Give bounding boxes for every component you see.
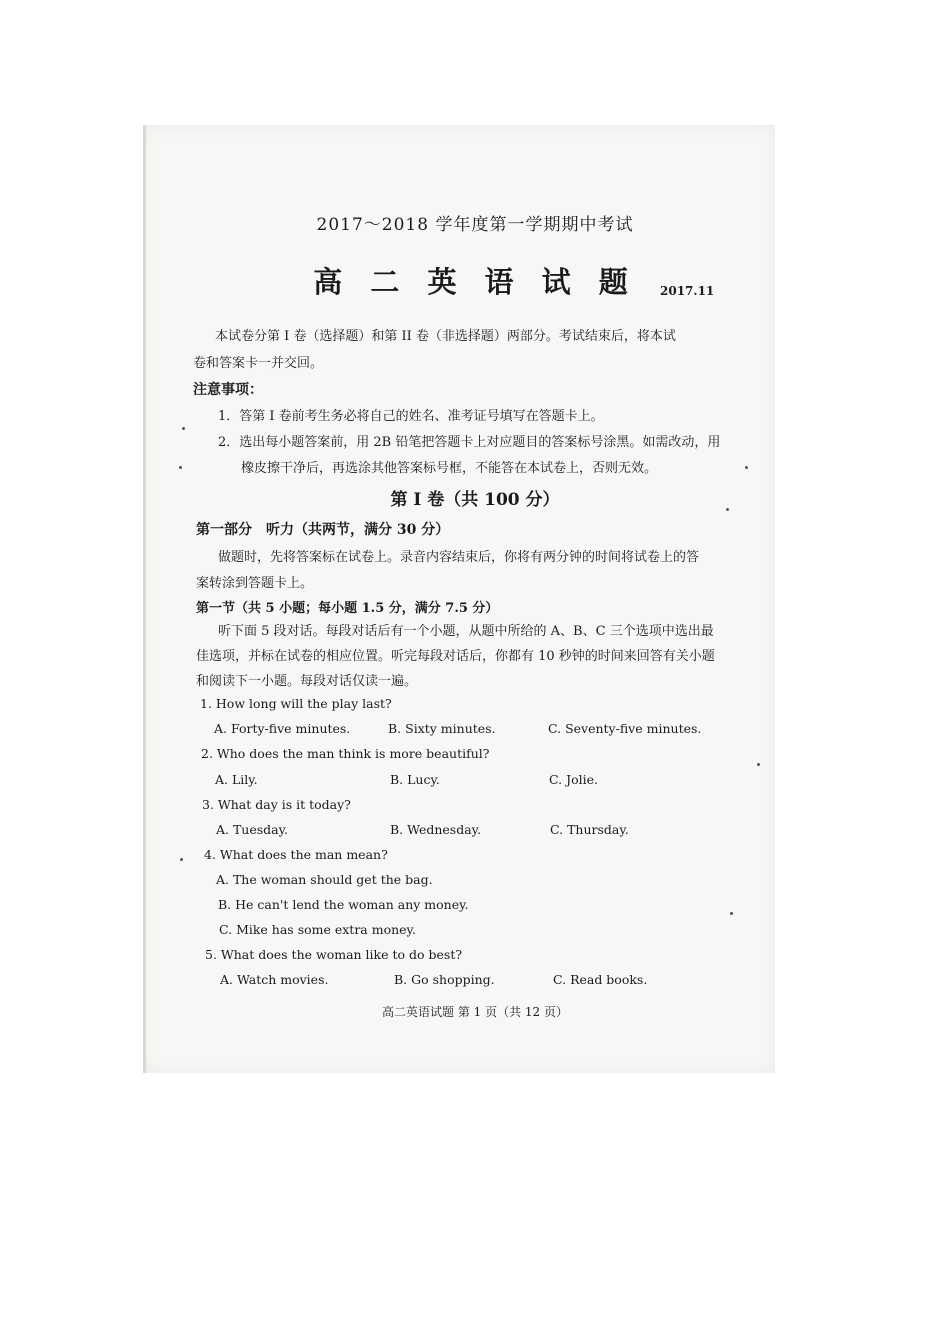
question-4-option-a: A. The woman should get the bag. — [216, 872, 433, 887]
question-3: 3. What day is it today? — [202, 797, 351, 812]
question-3-option-a: A. Tuesday. — [216, 822, 289, 837]
question-1-option-b: B. Sixty minutes. — [388, 721, 496, 736]
question-2-option-c: C. Jolie. — [549, 772, 598, 787]
notice-item-1: 1．答第 I 卷前考生务必将自己的姓名、准考证号填写在答题卡上。 — [218, 409, 604, 424]
scan-speck — [730, 912, 733, 915]
question-2-option-b: B. Lucy. — [390, 772, 440, 787]
section1-directions-line-2: 佳选项，并标在试卷的相应位置。听完每段对话后，你都有 10 秒钟的时间来回答有关小题 — [196, 649, 715, 664]
page-footer: 高二英语试题 第 1 页（共 12 页） — [382, 1005, 568, 1019]
part1-directions-line-1: 做题时，先将答案标在试卷上。录音内容结束后，你将有两分钟的时间将试卷上的答 — [218, 550, 700, 565]
page-title: 高 二 英 语 试 题 — [313, 265, 637, 299]
question-2: 2. Who does the man think is more beautiful? — [201, 746, 490, 761]
question-1: 1. How long will the play last? — [200, 696, 392, 711]
question-3-option-b: B. Wednesday. — [390, 822, 482, 837]
scan-speck — [182, 427, 185, 430]
intro-line-1: 本试卷分第 I 卷（选择题）和第 II 卷（非选择题）两部分。考试结束后，将本试 — [215, 329, 676, 344]
intro-line-2: 卷和答案卡一并交回。 — [193, 356, 324, 371]
section1-directions-line-1: 听下面 5 段对话。每段对话后有一个小题，从题中所给的 A、B、C 三个选项中选出最 — [218, 624, 714, 639]
part1-heading: 第一部分 听力（共两节，满分 30 分） — [196, 522, 450, 538]
scan-speck — [180, 858, 183, 861]
question-3-option-c: C. Thursday. — [550, 822, 629, 837]
scan-speck — [757, 763, 760, 766]
part1-directions-line-2: 案转涂到答题卡上。 — [196, 576, 314, 591]
question-4: 4. What does the man mean? — [204, 847, 388, 862]
section1-heading: 第一节（共 5 小题；每小题 1.5 分，满分 7.5 分） — [196, 601, 499, 616]
exam-date: 2017.11 — [660, 284, 715, 298]
question-5-option-a: A. Watch movies. — [220, 972, 329, 987]
question-5-option-b: B. Go shopping. — [394, 972, 495, 987]
question-1-option-c: C. Seventy-five minutes. — [548, 721, 702, 736]
question-5-option-c: C. Read books. — [553, 972, 648, 987]
question-5: 5. What does the woman like to do best? — [205, 947, 463, 962]
section1-directions-line-3: 和阅读下一小题。每段对话仅读一遍。 — [196, 674, 418, 689]
question-1-option-a: A. Forty-five minutes. — [214, 721, 351, 736]
scan-speck — [179, 466, 182, 469]
scan-speck — [726, 508, 729, 511]
notice-item-2-line-2: 橡皮擦干净后，再选涂其他答案标号框，不能答在本试卷上，否则无效。 — [241, 461, 658, 476]
scan-speck — [745, 466, 748, 469]
question-4-option-b: B. He can't lend the woman any money. — [218, 897, 469, 912]
section-title: 第 I 卷（共 100 分） — [390, 490, 560, 510]
exam-header: 2017～2018 学年度第一学期期中考试 — [316, 215, 634, 235]
notice-item-2-line-1: 2．选出每小题答案前，用 2B 铅笔把答题卡上对应题目的答案标号涂黑。如需改动，用 — [218, 435, 721, 450]
notice-heading: 注意事项： — [193, 382, 263, 398]
question-4-option-c: C. Mike has some extra money. — [219, 922, 416, 937]
question-2-option-a: A. Lily. — [215, 772, 258, 787]
